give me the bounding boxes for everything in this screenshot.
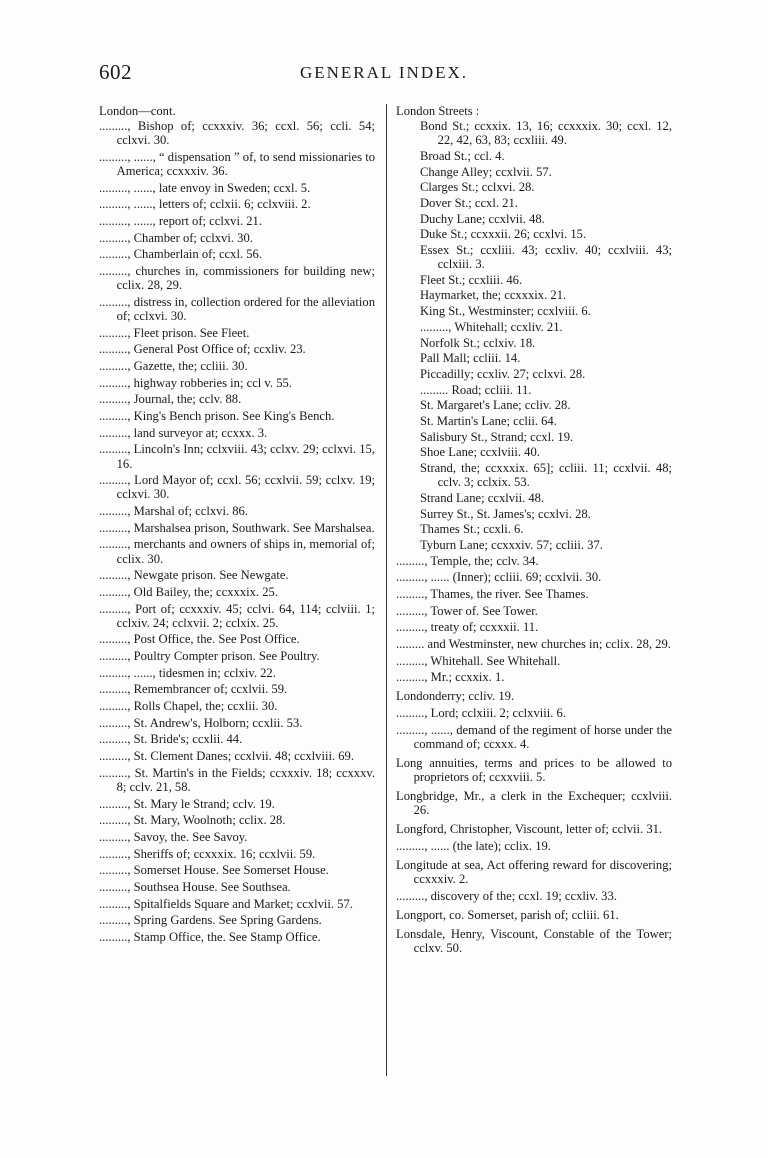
index-entry: ........., Port of; ccxxxiv. 45; cclvi. 64, 114; cclviii. 1; cclxiv. 24; cclxvii. 2; cclxix. 25. bbox=[99, 601, 375, 630]
index-heading: London—cont. bbox=[99, 104, 176, 118]
index-entry: Salisbury St., Strand; ccxl. 19. bbox=[419, 429, 574, 444]
index-entry: Essex St.; ccxliii. 43; ccxliv. 40; ccxlviii. 43; cclxiii. 3. bbox=[419, 243, 672, 272]
index-entry: ........., treaty of; ccxxxii. 11. bbox=[396, 620, 539, 635]
index-entry: ........., Somerset House. See Somerset House. bbox=[99, 863, 329, 878]
index-entry: Fleet St.; ccxliii. 46. bbox=[419, 272, 523, 287]
index-entry: ........., King's Bench prison. See King's Bench. bbox=[99, 409, 335, 424]
index-entry: Piccadilly; ccxliv. 27; cclxvi. 28. bbox=[419, 366, 586, 381]
index-entry: ........., Whitehall; ccxliv. 21. bbox=[419, 319, 563, 334]
index-entry: ........., St. Mary le Strand; cclv. 19. bbox=[99, 796, 275, 811]
index-entry: ........., Thames, the river. See Thames. bbox=[396, 586, 589, 601]
index-entry: ........., Bishop of; ccxxxiv. 36; ccxl. 56; ccli. 54; cclxvi. 30. bbox=[99, 119, 375, 148]
index-entry: ........., Rolls Chapel, the; ccxlii. 30. bbox=[99, 699, 278, 714]
index-entry: St. Margaret's Lane; ccliv. 28. bbox=[419, 398, 571, 413]
index-entry: Tyburn Lane; ccxxxiv. 57; ccliii. 37. bbox=[419, 537, 603, 552]
index-entry: ......... Road; ccliii. 11. bbox=[419, 382, 532, 397]
index-entry: Bond St.; ccxxix. 13, 16; ccxxxix. 30; ccxl. 12, 22, 42, 63, 83; ccxliii. 49. bbox=[419, 119, 672, 148]
index-entry: ........., merchants and owners of ships in, memorial of; cclix. 30. bbox=[99, 537, 375, 566]
index-entry: ........., Newgate prison. See Newgate. bbox=[99, 568, 289, 583]
index-entry: Longbridge, Mr., a clerk in the Exchequer; ccxlviii. 26. bbox=[396, 789, 672, 818]
index-entry: ........., Journal, the; cclv. 88. bbox=[99, 392, 242, 407]
index-entry: ........., Sheriffs of; ccxxxix. 16; ccxlvii. 59. bbox=[99, 846, 316, 861]
index-entry: ........., Mr.; ccxxix. 1. bbox=[396, 670, 505, 685]
index-entry: ........., Remembrancer of; ccxlvii. 59. bbox=[99, 682, 288, 697]
index-heading: London Streets : bbox=[396, 104, 480, 118]
index-entry: ........., ......, letters of; cclxii. 6; cclxviii. 2. bbox=[99, 197, 311, 212]
index-entry: Duchy Lane; ccxlvii. 48. bbox=[419, 211, 545, 226]
index-entry: ........., ......, demand of the regiment of horse under the command of; ccxxx. 4. bbox=[396, 722, 672, 751]
index-entry: ........., Savoy, the. See Savoy. bbox=[99, 830, 248, 844]
index-entry: ........., ......, late envoy in Sweden; ccxl. 5. bbox=[99, 180, 311, 195]
index-entry: Dover St.; ccxl. 21. bbox=[419, 195, 518, 210]
index-entry: ........., Gazette, the; ccliii. 30. bbox=[99, 359, 248, 374]
index-entry: ........., ...... (the late); cclix. 19. bbox=[396, 839, 551, 854]
index-entry: ........., St. Andrew's, Holborn; ccxlii. 53. bbox=[99, 715, 303, 730]
index-entry: ........., Post Office, the. See Post Office. bbox=[99, 632, 300, 647]
index-entry: ........., Lord Mayor of; ccxl. 56; ccxlvii. 59; cclxv. 19; cclxvi. 30. bbox=[99, 473, 375, 502]
index-entry: ........., Poultry Compter prison. See Poultry. bbox=[99, 649, 320, 664]
index-entry: ........., Southsea House. See Southsea. bbox=[99, 880, 291, 895]
index-entry: ........., Chamberlain of; ccxl. 56. bbox=[99, 247, 262, 262]
index-entry: Strand Lane; ccxlvii. 48. bbox=[419, 490, 545, 505]
index-entry: ........., discovery of the; ccxl. 19; ccxliv. 33. bbox=[396, 888, 617, 903]
index-entry: ........., highway robberies in; ccl v. 55. bbox=[99, 375, 292, 390]
column-divider bbox=[386, 104, 387, 1076]
index-entry: ........., Stamp Office, the. See Stamp Office. bbox=[99, 930, 321, 945]
index-entry: ........., ...... (Inner); ccliii. 69; ccxlvii. 30. bbox=[396, 570, 602, 585]
index-entry: ........., ......, report of; cclxvi. 21. bbox=[99, 214, 262, 229]
index-entry: ........., Spitalfields Square and Market; ccxlvii. 57. bbox=[99, 896, 353, 911]
index-entry: ........., distress in, collection ordered for the alleviation of; cclxvi. 30. bbox=[99, 294, 375, 323]
index-entry: Shoe Lane; ccxlviii. 40. bbox=[419, 445, 540, 460]
index-entry: Haymarket, the; ccxxxix. 21. bbox=[419, 288, 567, 303]
index-entry: Longport, co. Somerset, parish of; ccliii. 61. bbox=[396, 908, 619, 923]
index-entry: Longford, Christopher, Viscount, letter of; cclvii. 31. bbox=[396, 822, 663, 837]
index-entry: ........., St. Mary, Woolnoth; cclix. 28. bbox=[99, 813, 286, 828]
index-entry: ........., General Post Office of; ccxliv. 23. bbox=[99, 342, 306, 357]
index-entry: ........., Whitehall. See Whitehall. bbox=[396, 653, 561, 668]
index-entry: ........., ......, “ dispensation ” of, to send missionaries to America; ccxxxiv. 36. bbox=[99, 149, 375, 178]
index-entry: ........., Lord; cclxiii. 2; cclxviii. 6. bbox=[396, 706, 566, 721]
page-title: GENERAL INDEX. bbox=[299, 63, 469, 82]
index-entry: Long annuities, terms and prices to be allowed to proprietors of; ccxxviii. 5. bbox=[396, 756, 672, 785]
index-entry: ........., churches in, commissioners for building new; cclix. 28, 29. bbox=[99, 264, 375, 293]
index-entry: ........., St. Martin's in the Fields; ccxxxiv. 18; ccxxxv. 8; cclv. 21, 58. bbox=[99, 765, 375, 794]
index-entry: Change Alley; ccxlvii. 57. bbox=[419, 164, 552, 179]
index-entry: Londonderry; ccliv. 19. bbox=[396, 689, 515, 704]
index-entry: Norfolk St.; cclxiv. 18. bbox=[419, 335, 536, 350]
index-entry: ......... and Westminster, new churches in; cclix. 28, 29. bbox=[396, 637, 671, 651]
index-entry: ........., Lincoln's Inn; cclxviii. 43; cclxv. 29; cclxvi. 15, 16. bbox=[99, 442, 375, 471]
index-entry: King St., Westminster; ccxlviii. 6. bbox=[419, 304, 591, 319]
index-entry: Strand, the; ccxxxix. 65]; ccliii. 11; ccxlvii. 48; cclv. 3; cclxix. 53. bbox=[419, 461, 672, 490]
index-entry: Thames St.; ccxli. 6. bbox=[419, 522, 524, 537]
index-entry: ........., Marshalsea prison, Southwark. See Marshalsea. bbox=[99, 520, 375, 535]
index-entry: Longitude at sea, Act offering reward for discovering; ccxxxiv. 2. bbox=[396, 858, 672, 887]
index-entry: ........., Marshal of; cclxvi. 86. bbox=[99, 504, 248, 519]
index-entry: Lonsdale, Henry, Viscount, Constable of the Tower; cclxv. 50. bbox=[396, 927, 672, 956]
index-entry: Duke St.; ccxxxii. 26; ccxlvi. 15. bbox=[419, 227, 587, 242]
index-entry: Pall Mall; ccliii. 14. bbox=[419, 351, 521, 366]
index-entry: St. Martin's Lane; cclii. 64. bbox=[419, 413, 557, 428]
index-entry: ........., Temple, the; cclv. 34. bbox=[396, 553, 539, 568]
index-entry: ........., St. Clement Danes; ccxlvii. 48; ccxlviii. 69. bbox=[99, 749, 354, 764]
index-entry: ........., Fleet prison. See Fleet. bbox=[99, 325, 250, 340]
index-entry: ........., St. Bride's; ccxlii. 44. bbox=[99, 732, 243, 747]
page-number: 602 bbox=[99, 60, 132, 84]
index-column-left bbox=[99, 104, 375, 947]
index-entry: Broad St.; ccl. 4. bbox=[419, 148, 505, 163]
index-entry: ........., land surveyor at; ccxxx. 3. bbox=[99, 425, 268, 440]
index-entry: ........., Spring Gardens. See Spring Gardens. bbox=[99, 913, 322, 928]
index-entry: ........., Chamber of; cclxvi. 30. bbox=[99, 230, 253, 245]
index-entry: ........., ......, tidesmen in; cclxiv. 22. bbox=[99, 665, 276, 680]
index-entry: ........., Tower of. See Tower. bbox=[396, 603, 538, 618]
index-column-right bbox=[396, 104, 672, 958]
index-entry: Surrey St., St. James's; ccxlvi. 28. bbox=[419, 506, 591, 521]
index-entry: Clarges St.; cclxvi. 28. bbox=[419, 180, 535, 195]
index-entry: ........., Old Bailey, the; ccxxxix. 25. bbox=[99, 584, 278, 599]
